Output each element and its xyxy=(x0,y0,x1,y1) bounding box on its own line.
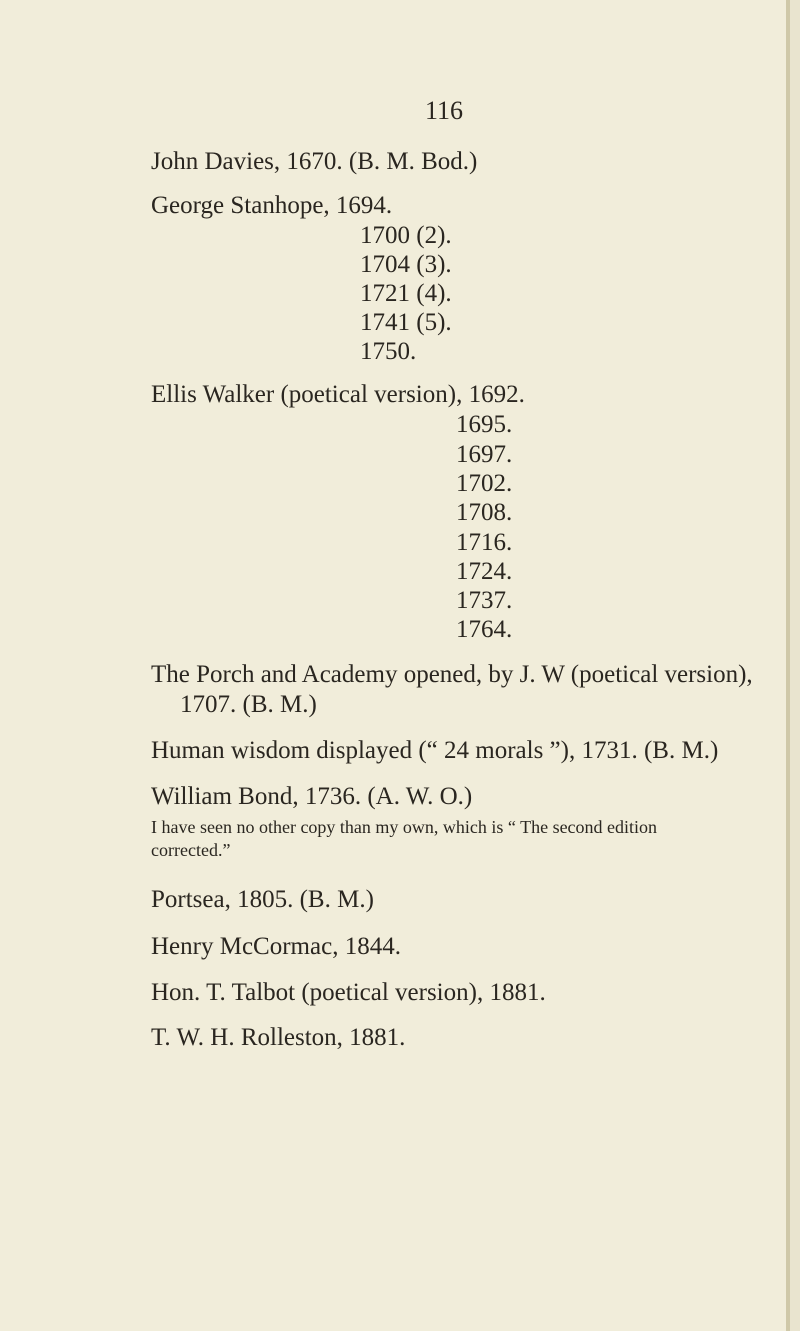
entry-bond-note-cont: corrected.” xyxy=(151,840,231,860)
entry-bond: William Bond, 1736. (A. W. O.) xyxy=(151,783,473,810)
entry-mccormac: Henry McCormac, 1844. xyxy=(151,933,401,960)
entry-walker-edition: 1697. xyxy=(456,441,513,468)
entry-davies: John Davies, 1670. (B. M. Bod.) xyxy=(151,148,478,175)
entry-porch: The Porch and Academy opened, by J. W (poetical version), xyxy=(151,661,753,688)
entry-walker-edition: 1702. xyxy=(456,470,513,497)
entry-stanhope-edition: 1721 (4). xyxy=(360,280,452,307)
entry-walker-edition: 1695. xyxy=(456,411,513,438)
entry-walker-edition: 1708. xyxy=(456,499,513,526)
entry-walker-edition: 1764. xyxy=(456,616,513,643)
entry-stanhope-edition: 1700 (2). xyxy=(360,222,452,249)
entry-stanhope-edition: 1750. xyxy=(360,338,417,365)
entry-stanhope-edition: 1741 (5). xyxy=(360,309,452,336)
entry-stanhope: George Stanhope, 1694. xyxy=(151,192,393,219)
page-number: 116 xyxy=(425,96,464,125)
entry-rolleston: T. W. H. Rolleston, 1881. xyxy=(151,1024,406,1051)
entry-walker-edition: 1724. xyxy=(456,558,513,585)
entry-bond-note: I have seen no other copy than my own, which is “ The second edition xyxy=(151,817,658,837)
entry-human-wisdom: Human wisdom displayed (“ 24 morals ”), 1731. (B. M.) xyxy=(151,737,719,764)
entry-portsea: Portsea, 1805. (B. M.) xyxy=(151,886,374,913)
entry-walker-edition: 1737. xyxy=(456,587,513,614)
entry-stanhope-edition: 1704 (3). xyxy=(360,251,452,278)
entry-talbot: Hon. T. Talbot (poetical version), 1881. xyxy=(151,979,546,1006)
entry-walker: Ellis Walker (poetical version), 1692. xyxy=(151,381,525,408)
entry-porch-cont: 1707. (B. M.) xyxy=(180,691,317,718)
entry-walker-edition: 1716. xyxy=(456,529,513,556)
